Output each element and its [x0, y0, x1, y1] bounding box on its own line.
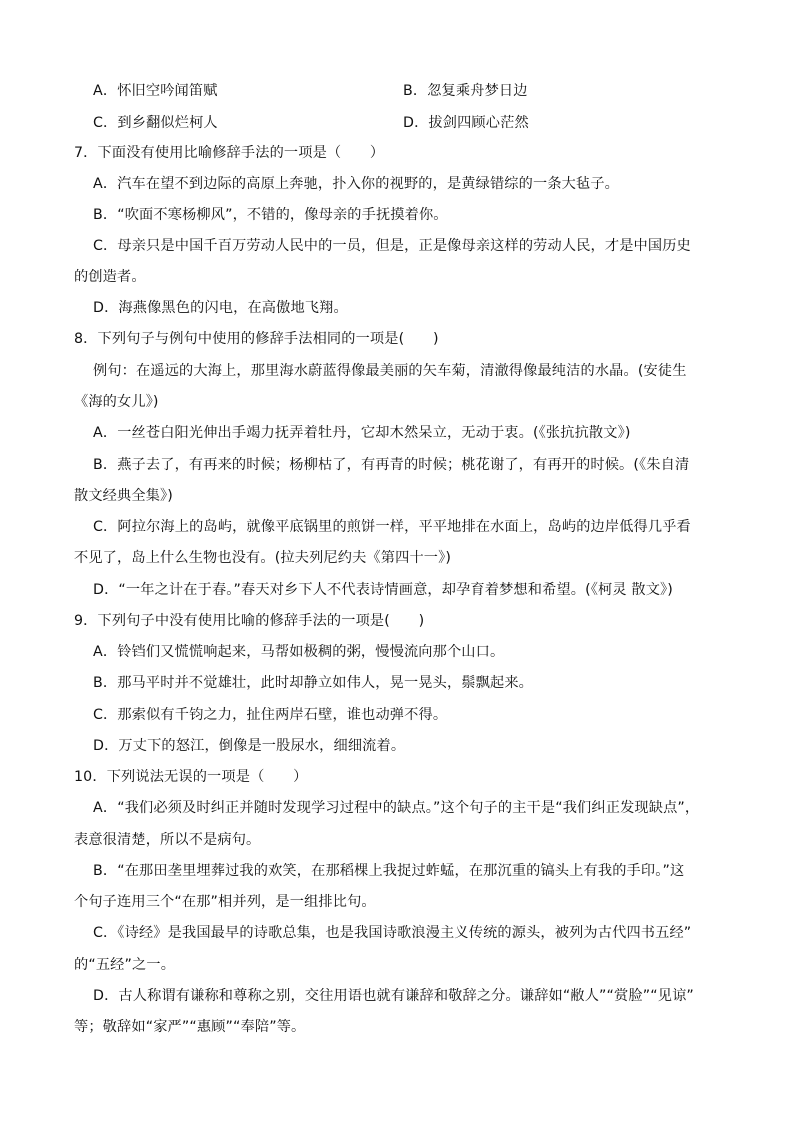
q8-option-c-line1: C．阿拉尔海上的岛屿，就像平底锅里的煎饼一样，平平地排在水面上，岛屿的边岸低得几乎看	[93, 519, 691, 535]
q8-option-a: A．一丝苍白阳光伸出手竭力抚弄着牡丹，它却木然呆立，无动于衷。(《张抗抗散文》)	[93, 425, 631, 441]
q7-option-d: D．海燕像黑色的闪电，在高傲地飞翔。	[93, 300, 348, 316]
q10-option-c-line1: C．《诗经》是我国最早的诗歌总集，也是我国诗歌浪漫主义传统的源头，被列为古代四书五经”	[93, 925, 692, 941]
q10-option-a-line2: 表意很清楚，所以不是病句。	[74, 832, 261, 848]
q7-option-c-line1: C．母亲只是中国千百万劳动人民中的一员，但是，正是像母亲这样的劳动人民，才是中国历史	[93, 238, 691, 254]
q7-option-b: B．“吹面不寒杨柳风”，不错的，像母亲的手抚摸着你。	[93, 207, 448, 223]
q10-option-c-line2: 的“五经”之一。	[74, 957, 176, 973]
q7-stem: 7．下面没有使用比喻修辞手法的一项是（ ）	[74, 145, 385, 161]
q8-example-line1: 例句：在遥远的大海上，那里海水蔚蓝得像最美丽的矢车菊，清澈得像最纯洁的水晶。(安徒生	[93, 363, 687, 379]
q10-option-d-line2: 等；敬辞如“家严”“惠顾”“奉陪”等。	[74, 1019, 306, 1035]
q9-option-d: D．万丈下的怒江，倒像是一股尿水，细细流着。	[93, 738, 406, 754]
q10-stem: 10．下列说法无误的一项是（ ）	[74, 769, 308, 785]
q8-option-d: D．“一年之计在于春。”春天对乡下人不代表诗情画意，却孕育着梦想和希望。(《柯灵 散文》)	[93, 582, 673, 598]
q8-option-b-line1: B．燕子去了，有再来的时候；杨柳枯了，有再青的时候；桃花谢了，有再开的时候。(《朱自清	[93, 457, 690, 473]
q10-option-b-line1: B．“在那田垄里埋葬过我的欢笑，在那稻棵上我捉过蚱蜢，在那沉重的镐头上有我的手印。”这	[93, 863, 685, 879]
q6-option-d: D．拔剑四顾心茫然	[403, 115, 529, 131]
q9-option-a: A．铃铛们又慌慌响起来，马帮如极稠的粥，慢慢流向那个山口。	[93, 644, 505, 660]
q10-option-a-line1: A．“我们必须及时纠正并随时发现学习过程中的缺点。”这个句子的主干是“我们纠正发现缺点”，	[93, 800, 700, 816]
q6-option-a: A．怀旧空吟闻笛赋	[93, 83, 218, 99]
q8-stem: 8．下列句子与例句中使用的修辞手法相同的一项是( )	[74, 331, 439, 347]
q10-option-b-line2: 个句子连用三个“在那”相并列，是一组排比句。	[74, 894, 376, 910]
q8-option-b-line2: 散文经典全集》)	[74, 488, 173, 504]
q9-stem: 9．下列句子中没有使用比喻的修辞手法的一项是( )	[74, 613, 425, 629]
q10-option-d-line1: D．古人称谓有谦称和尊称之别，交往用语也就有谦辞和敬辞之分。谦辞如“敝人”“赏脸”“见谅”	[93, 988, 694, 1004]
q8-example-line2: 《海的女儿》)	[74, 394, 159, 410]
q6-option-c: C．到乡翻似烂柯人	[93, 115, 218, 131]
q6-option-b: B．忽复乘舟梦日边	[403, 83, 528, 99]
q7-option-a: A．汽车在望不到边际的高原上奔驰，扑入你的视野的，是黄绿错综的一条大毡子。	[93, 176, 620, 192]
q9-option-b: B．那马平时并不觉雄壮，此时却静立如伟人，晃一晃头，鬃飘起来。	[93, 675, 534, 691]
q8-option-c-line2: 不见了，岛上什么生物也没有。(拉夫列尼约夫《第四十一》)	[74, 550, 452, 566]
q7-option-c-line2: 的创造者。	[74, 269, 146, 285]
q9-option-c: C．那索似有千钧之力，扯住两岸石壁，谁也动弹不得。	[93, 707, 448, 723]
